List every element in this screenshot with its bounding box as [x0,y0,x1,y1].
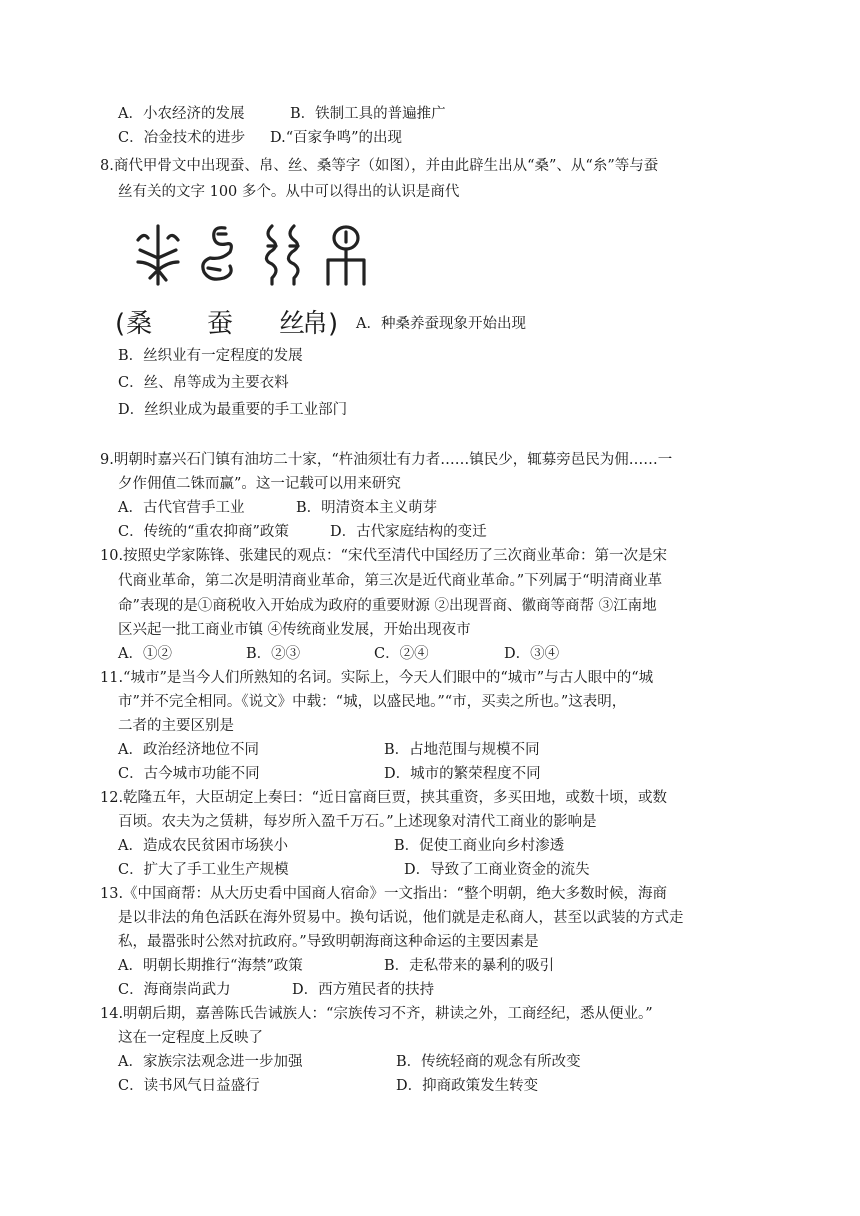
q7-option-d: D.“百家争鸣”的出现 [270,130,403,146]
q7-option-c: C．冶金技术的进步 [118,130,246,146]
q10-stem-line3: 命”表现的是①商税收入开始成为政府的重要财源 ②出现晋商、徽商等商帮 ③江南地 [118,598,657,614]
q9-stem-line1: 9.明朝时嘉兴石门镇有油坊二十家，“杵油须壮有力者……镇民少，辄募旁邑民为佣……一 [100,452,673,468]
q10-option-c: C．②④ [374,646,429,662]
q11-option-b: B．占地范围与规模不同 [384,742,540,758]
glyph-can [203,228,231,279]
caption-bo-text: 帛) [302,309,339,339]
q10-option-a: A．①② [118,646,172,662]
q12-option-a: A．造成农民贫困市场狭小 [118,838,288,854]
q13-option-d: D．西方殖民者的扶持 [292,982,435,998]
q13-stem-line2: 是以非法的角色活跃在海外贸易中。换句话说，他们就是走私商人，甚至以武装的方式走 [118,910,684,926]
q14-option-d: D．抑商政策发生转变 [396,1078,539,1094]
q11-stem-line1: 11.“城市”是当今人们所熟知的名词。实际上，今天人们眼中的“城市”与古人眼中的“城 [100,670,654,686]
glyph-bo [328,227,364,284]
q14-option-a: A．家族宗法观念进一步加强 [118,1054,303,1070]
q9-option-a: A．古代官营手工业 [118,500,245,516]
q8-option-d: D．丝织业成为最重要的手工业部门 [118,402,348,418]
q12-option-b: B．促使工商业向乡村渗透 [394,838,565,854]
q14-stem-line1: 14.明朝后期，嘉善陈氏告诫族人：“宗族传习不齐，耕读之外，工商经纪，悉从便业。” [100,1006,653,1022]
oracle-bone-glyphs-figure [130,222,370,286]
q14-option-c: C．读书风气日益盛行 [118,1078,260,1094]
q13-option-b: B．走私带来的暴利的吸引 [384,958,555,974]
q7-option-b: B．铁制工具的普遍推广 [290,106,446,122]
q11-option-a: A．政治经济地位不同 [118,742,259,758]
q14-stem-line2: 这在一定程度上反映了 [118,1030,263,1046]
q11-stem-line3: 二者的主要区别是 [118,718,234,734]
q13-option-c: C．海商崇尚武力 [118,982,231,998]
q10-option-d: D．③④ [504,646,560,662]
q9-option-b: B．明清资本主义萌芽 [296,500,438,516]
q9-stem-line2: 夕作佣值二铢而赢”。这一记载可以用来研究 [118,476,401,492]
q7-option-a: A．小农经济的发展 [118,106,245,122]
q8-stem-line2: 丝有关的文字 100 多个。从中可以得出的认识是商代 [118,184,460,200]
q13-option-a: A．明朝长期推行“海禁”政策 [118,958,303,974]
q10-stem-line2: 代商业革命，第二次是明清商业革命，第三次是近代商业革命。”下列属于“明清商业革 [118,573,663,589]
q11-option-d: D．城市的繁荣程度不同 [384,766,541,782]
q8-option-a: A．种桑养蚕现象开始出现 [356,316,526,332]
q10-stem-line1: 10.按照史学家陈锋、张建民的观点：“宋代至清代中国经历了三次商业革命：第一次是宋 [100,548,667,564]
q13-stem-line1: 13.《中国商帮：从大历史看中国商人宿命》一文指出：“整个明朝，绝大多数时候，海商 [100,886,667,902]
q11-option-c: C．古今城市功能不同 [118,766,260,782]
q8-option-c: C．丝、帛等成为主要衣料 [118,375,289,391]
caption-sang: (桑 [115,309,154,339]
q13-stem-line3: 私，最嚣张时公然对抗政府。”导致明朝海商这种命运的主要因素是 [118,934,539,950]
q12-stem-line1: 12.乾隆五年，大臣胡定上奏曰：“近日富商巨贾，挟其重资，多买田地，或数十顷，或数 [100,790,667,806]
q9-option-d: D．古代家庭结构的变迁 [330,524,487,540]
q8-option-b: B．丝织业有一定程度的发展 [118,348,303,364]
q8-stem-line1: 8.商代甲骨文中出现蚕、帛、丝、桑等字（如图），并由此辟生出从“桑”、从“糸”等与蚕 [100,158,659,174]
caption-si: 丝 [279,309,307,339]
q9-option-c: C．传统的“重农抑商”政策 [118,524,289,540]
q11-stem-line2: 市”并不完全相同。《说文》中载：“城，以盛民地。”“市，买卖之所也。”这表明， [118,694,627,710]
q14-option-b: B．传统轻商的观念有所改变 [396,1054,581,1070]
q10-option-b: B．②③ [246,646,301,662]
q12-stem-line2: 百顷。农夫为之赁耕，每岁所入盈千万石。”上述现象对清代工商业的影响是 [118,814,597,830]
q12-option-d: D．导致了工商业资金的流失 [404,862,590,878]
glyph-sang [138,226,178,284]
q12-option-c: C．扩大了手工业生产规模 [118,862,289,878]
caption-can: 蚕 [207,309,235,339]
q10-stem-line4: 区兴起一批工商业市镇 ④传统商业发展，开始出现夜市 [118,622,471,638]
glyph-si [266,226,298,284]
